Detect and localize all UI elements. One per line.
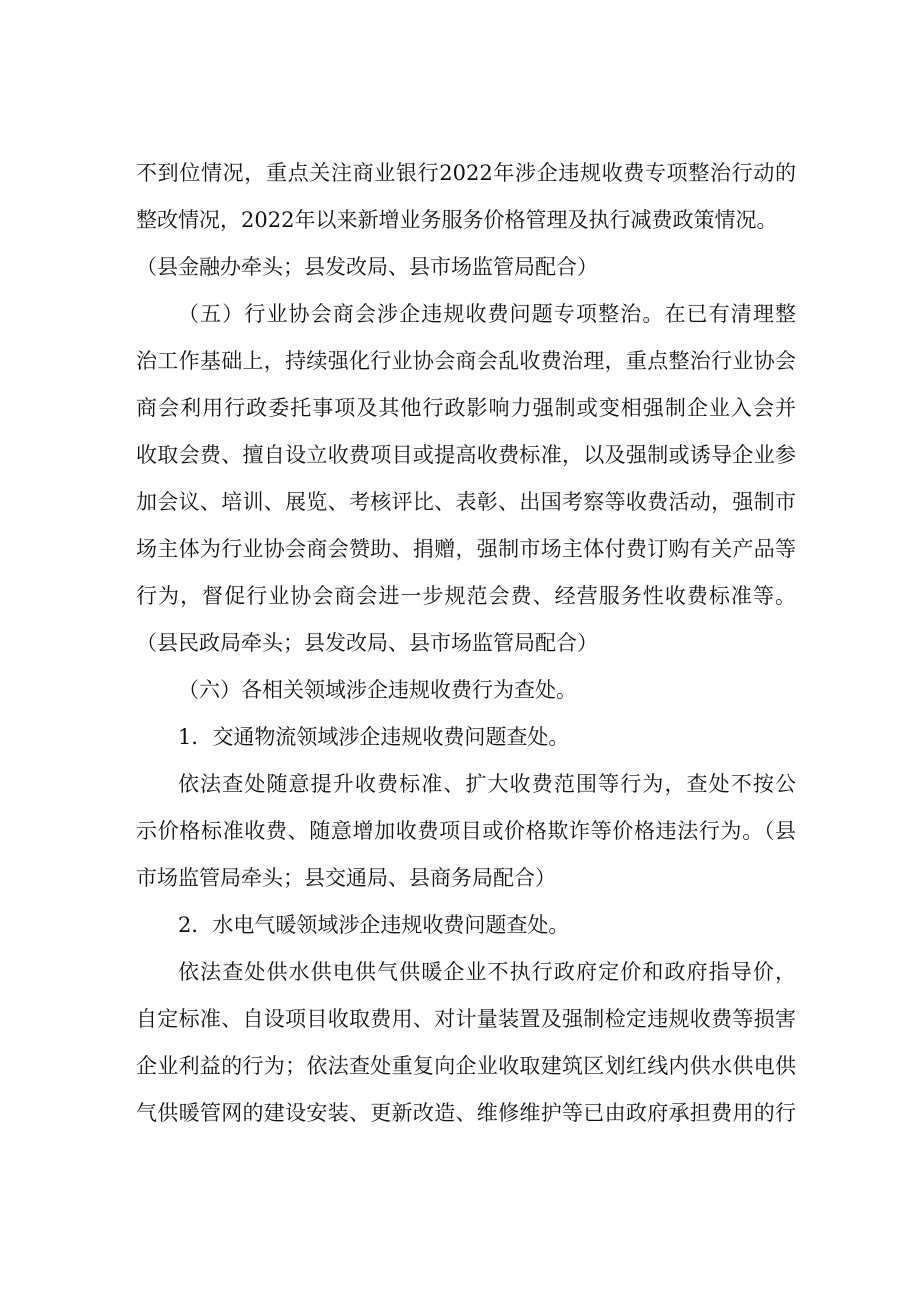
paragraph-line: 市场监管局牵头；县交通局、县商务局配合）: [136, 866, 556, 890]
paragraph-line: 收取会费、擅自设立收费项目或提高收费标准，以及强制或诱导企业参: [136, 443, 796, 467]
subsection-heading: 1．交通物流领域涉企违规收费问题查处。: [178, 725, 570, 749]
paragraph-line: （县民政局牵头；县发改局、县市场监管局配合）: [136, 631, 598, 655]
paragraph-line: 企业利益的行为；依法查处重复向企业收取建筑区划红线内供水供电供: [136, 1054, 796, 1078]
paragraph-line: 加会议、培训、展览、考核评比、表彰、出国考察等收费活动，强制市: [136, 490, 796, 514]
paragraph-line: 示价格标准收费、随意增加收费项目或价格欺诈等价格违法行为。（县: [136, 819, 796, 843]
paragraph-line: 整改情况，2022年以来新增业务服务价格管理及执行减费政策情况。: [136, 208, 778, 232]
paragraph-line: 依法查处供水供电供气供暖企业不执行政府定价和政府指导价，: [178, 960, 796, 984]
paragraph-line: 治工作基础上，持续强化行业协会商会乱收费治理，重点整治行业协会: [136, 349, 796, 373]
paragraph-line: 气供暖管网的建设安装、更新改造、维修维护等已由政府承担费用的行: [136, 1101, 796, 1125]
paragraph-line: 自定标准、自设项目收取费用、对计量装置及强制检定违规收费等损害: [136, 1007, 796, 1031]
paragraph-line: 依法查处随意提升收费标准、扩大收费范围等行为，查处不按公: [178, 772, 796, 796]
paragraph-line: 场主体为行业协会商会赞助、捐赠，强制市场主体付费订购有关产品等: [136, 537, 796, 561]
subsection-heading: 2．水电气暖领域涉企违规收费问题查处。: [178, 913, 570, 937]
paragraph-line: 不到位情况，重点关注商业银行2022年涉企违规收费专项整治行动的: [136, 161, 796, 185]
paragraph-line: 行为，督促行业协会商会进一步规范会费、经营服务性收费标准等。: [136, 584, 796, 608]
paragraph-line: 商会利用行政委托事项及其他行政影响力强制或变相强制企业入会并: [136, 396, 796, 420]
paragraph-line: （县金融办牵头；县发改局、县市场监管局配合）: [136, 255, 598, 279]
paragraph-line: （五）行业协会商会涉企违规收费问题专项整治。在已有清理整: [178, 302, 796, 326]
section-heading: （六）各相关领域涉企违规收费行为查处。: [178, 678, 577, 702]
